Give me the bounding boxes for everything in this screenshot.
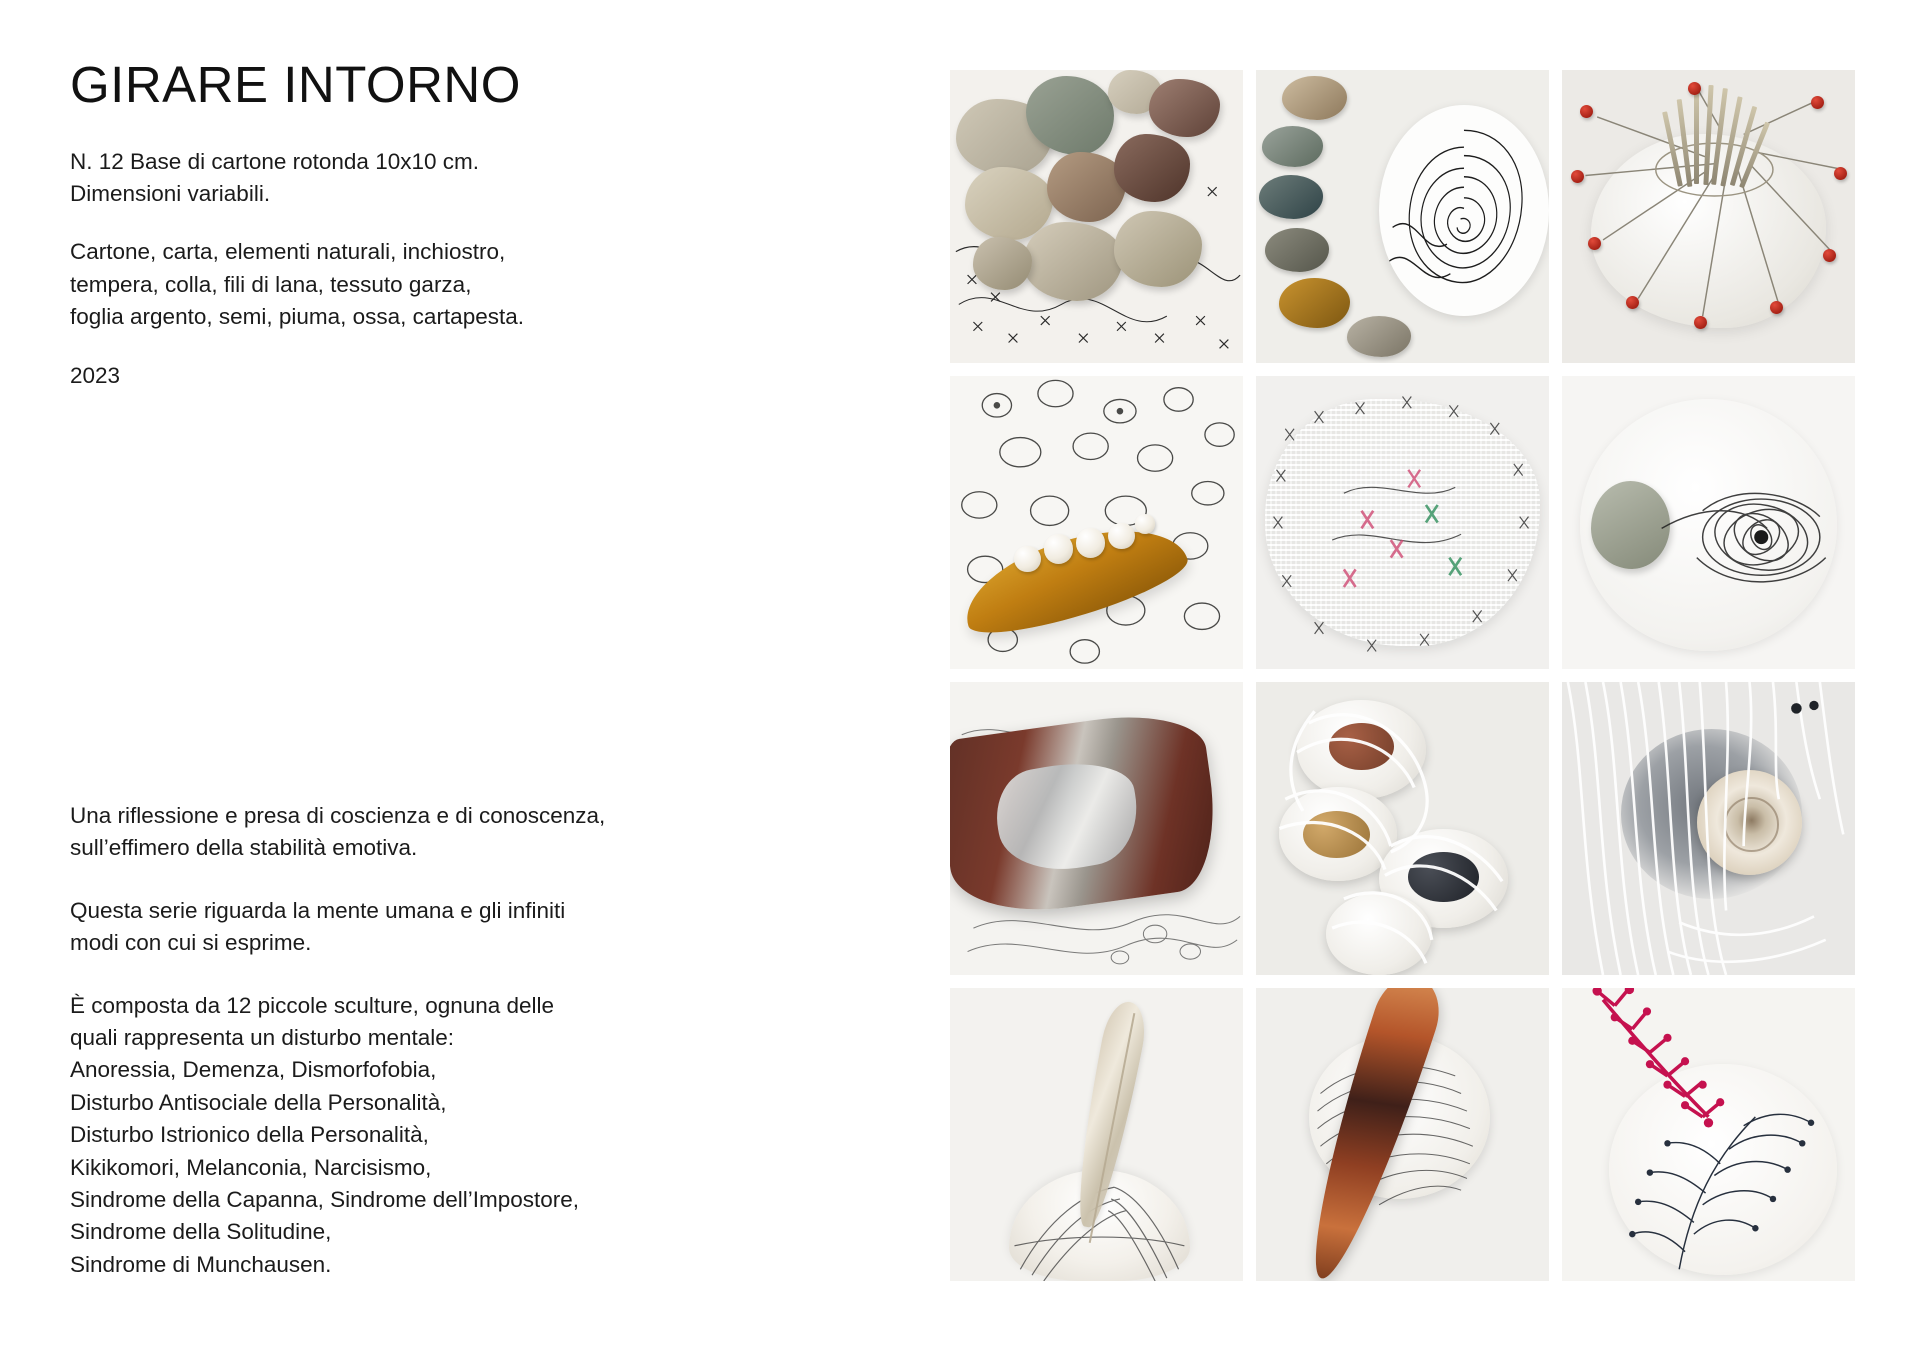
ink-plant-drawing	[1562, 988, 1855, 1281]
gallery-image-silver-leaf-on-bark	[950, 682, 1243, 975]
statement-1-line-1: Una riflessione e presa di coscienza e di conoscenza,	[70, 803, 606, 828]
materials-line-1: Cartone, carta, elementi naturali, inchiostro,	[70, 239, 506, 265]
statement-3-line-2: quali rappresenta un disturbo mentale:	[70, 1024, 454, 1050]
statement-3-line-6: Kikikomori, Melanconia, Narcisismo,	[70, 1154, 432, 1180]
gallery-image-burnt-pod-on-lined-disc	[1256, 988, 1549, 1281]
text-column-top	[70, 58, 750, 392]
text-column-bottom	[70, 800, 790, 1311]
statement-3-line-1: È composta da 12 piccole sculture, ognuna delle	[70, 992, 555, 1018]
concentric-line-drawing	[1379, 105, 1549, 316]
gallery-image-bowls-with-seeds	[1256, 682, 1549, 975]
statement-paragraph-1	[70, 800, 790, 865]
gallery-image-pearls-in-yellow-pod	[950, 376, 1243, 669]
gallery-image-snail-shell-in-threads	[1562, 682, 1855, 975]
page-title: GIRARE INTORNO	[70, 56, 521, 113]
statement-3-line-9: Sindrome di Munchausen.	[70, 1251, 332, 1277]
white-threads	[1256, 682, 1549, 975]
gallery-image-pebbles-and-line-disc	[1256, 70, 1549, 363]
specs-line-2: Dimensioni variabili.	[70, 180, 271, 206]
gallery-image-rocks-on-drawn-paper	[950, 70, 1243, 363]
gallery-image-feather-on-shell-base	[950, 988, 1243, 1281]
image-grid	[950, 70, 1855, 1281]
statement-3-line-4: Disturbo Antisociale della Personalità,	[70, 1089, 447, 1115]
statement-1-line-2: sull’effimero della stabilità emotiva.	[70, 835, 418, 861]
statement-3-line-3: Anoressia, Demenza, Dismorfofobia,	[70, 1057, 437, 1083]
statement-3-line-8: Sindrome della Solitudine,	[70, 1219, 332, 1245]
specs-paragraph	[70, 146, 750, 211]
materials-paragraph	[70, 236, 750, 333]
specs-line-1: N. 12 Base di cartone rotonda 10x10 cm.	[70, 148, 479, 174]
wire-scribble	[1562, 376, 1855, 669]
statement-3-line-7: Sindrome della Capanna, Sindrome dell’Impostore,	[70, 1186, 580, 1212]
statement-3-line-5: Disturbo Istrionico della Personalità,	[70, 1122, 429, 1148]
materials-line-3: foglia argento, semi, piuma, ossa, cartapesta.	[70, 304, 524, 330]
thread-strands	[1562, 682, 1855, 975]
gallery-image-gauze-embroidery	[1256, 376, 1549, 669]
gallery-image-pink-branch-and-ink-plant	[1562, 988, 1855, 1281]
gallery-image-nails-and-red-pins	[1562, 70, 1855, 363]
statement-paragraph-2	[70, 895, 790, 960]
statement-2-line-1: Questa serie riguarda la mente umana e gli infiniti	[70, 897, 566, 923]
stitch-marks	[1256, 376, 1549, 669]
statement-paragraph-3	[70, 990, 790, 1282]
statement-2-line-2: modi con cui si esprime.	[70, 930, 312, 956]
gallery-image-stone-and-wire-scribble	[1562, 376, 1855, 669]
materials-line-2: tempera, colla, fili di lana, tessuto garza,	[70, 271, 472, 297]
year-paragraph: 2023	[70, 362, 121, 388]
